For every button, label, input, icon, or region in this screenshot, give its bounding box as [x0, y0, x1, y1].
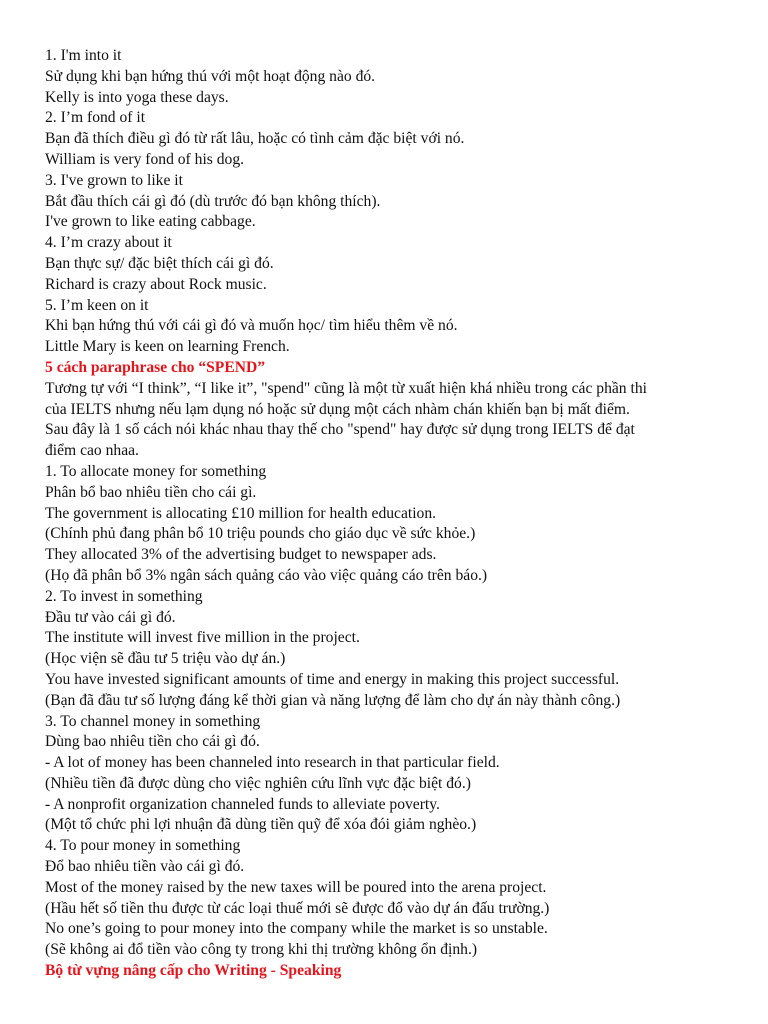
document-body [45, 46, 745, 982]
text-line: I've grown to like eating cabbage. [45, 213, 256, 231]
text-line: - A lot of money has been channeled into research in that particular field. [45, 754, 500, 772]
text-line: Khi bạn hứng thú với cái gì đó và muốn học/ tìm hiểu thêm về nó. [45, 317, 458, 335]
text-line: The institute will invest five million in the project. [45, 629, 360, 647]
text-line: 3. To channel money in something [45, 712, 261, 730]
text-line: Dùng bao nhiêu tiền cho cái gì đó. [45, 733, 260, 751]
text-line: Kelly is into yoga these days. [45, 88, 229, 106]
text-line: Đầu tư vào cái gì đó. [45, 608, 176, 626]
text-line: Most of the money raised by the new taxes will be poured into the arena project. [45, 878, 547, 896]
text-line: You have invested significant amounts of time and energy in making this project successful. [45, 670, 620, 688]
text-line: 4. I’m crazy about it [45, 234, 172, 252]
text-line: (Nhiều tiền đã được dùng cho việc nghiên cứu lĩnh vực đặc biệt đó.) [45, 774, 471, 792]
text-line: 2. To invest in something [45, 587, 203, 605]
section-heading: Bộ từ vựng nâng cấp cho Writing - Speaking [45, 962, 342, 980]
text-line: của IELTS nhưng nếu lạm dụng nó hoặc sử dụng một cách nhàm chán khiến bạn bị mất điểm. [45, 400, 630, 418]
text-line: 1. To allocate money for something [45, 462, 267, 480]
text-line: 5. I’m keen on it [45, 296, 149, 314]
text-line: 2. I’m fond of it [45, 109, 146, 127]
text-line: (Bạn đã đầu tư số lượng đáng kể thời gian và năng lượng để làm cho dự án này thành công.) [45, 691, 621, 709]
text-line: (Một tổ chức phi lợi nhuận đã dùng tiền quỹ để xóa đói giảm nghèo.) [45, 816, 477, 834]
text-line: điểm cao nhaa. [45, 442, 139, 460]
text-line: Sau đây là 1 số cách nói khác nhau thay thế cho "spend" hay được sử dụng trong IELTS để đạt [45, 421, 635, 439]
text-line: 3. I've grown to like it [45, 171, 183, 189]
text-line: (Hầu hết số tiền thu được từ các loại thuế mới sẽ được đổ vào dự án đấu trường.) [45, 899, 550, 917]
text-line: No one’s going to pour money into the company while the market is so unstable. [45, 920, 548, 938]
text-line: They allocated 3% of the advertising budget to newspaper ads. [45, 546, 437, 564]
text-line: Đổ bao nhiêu tiền vào cái gì đó. [45, 858, 245, 876]
text-line: Richard is crazy about Rock music. [45, 275, 267, 293]
text-line: (Chính phủ đang phân bổ 10 triệu pounds cho giáo dục về sức khỏe.) [45, 525, 476, 543]
text-line: Bạn đã thích điều gì đó từ rất lâu, hoặc có tình cảm đặc biệt với nó. [45, 130, 465, 148]
text-line: Little Mary is keen on learning French. [45, 338, 290, 356]
text-line: (Sẽ không ai đổ tiền vào công ty trong khi thị trường không ổn định.) [45, 941, 478, 959]
text-line: The government is allocating £10 million for health education. [45, 504, 437, 522]
text-line: Bắt đầu thích cái gì đó (dù trước đó bạn không thích). [45, 192, 381, 210]
text-line: Tương tự với “I think”, “I like it”, "spend" cũng là một từ xuất hiện khá nhiều trong các phần thi [45, 379, 647, 397]
section-heading: 5 cách paraphrase cho “SPEND” [45, 358, 266, 376]
text-line: 4. To pour money in something [45, 837, 241, 855]
text-line: (Học viện sẽ đầu tư 5 triệu vào dự án.) [45, 650, 286, 668]
text-line: Bạn thực sự/ đặc biệt thích cái gì đó. [45, 254, 274, 272]
text-line: William is very fond of his dog. [45, 150, 245, 168]
text-line: Phân bổ bao nhiêu tiền cho cái gì. [45, 483, 257, 501]
text-line: (Họ đã phân bổ 3% ngân sách quảng cáo vào việc quảng cáo trên báo.) [45, 566, 488, 584]
text-line: 1. I'm into it [45, 47, 122, 64]
text-line: - A nonprofit organization channeled funds to alleviate poverty. [45, 795, 440, 813]
text-line: Sử dụng khi bạn hứng thú với một hoạt động nào đó. [45, 67, 376, 85]
